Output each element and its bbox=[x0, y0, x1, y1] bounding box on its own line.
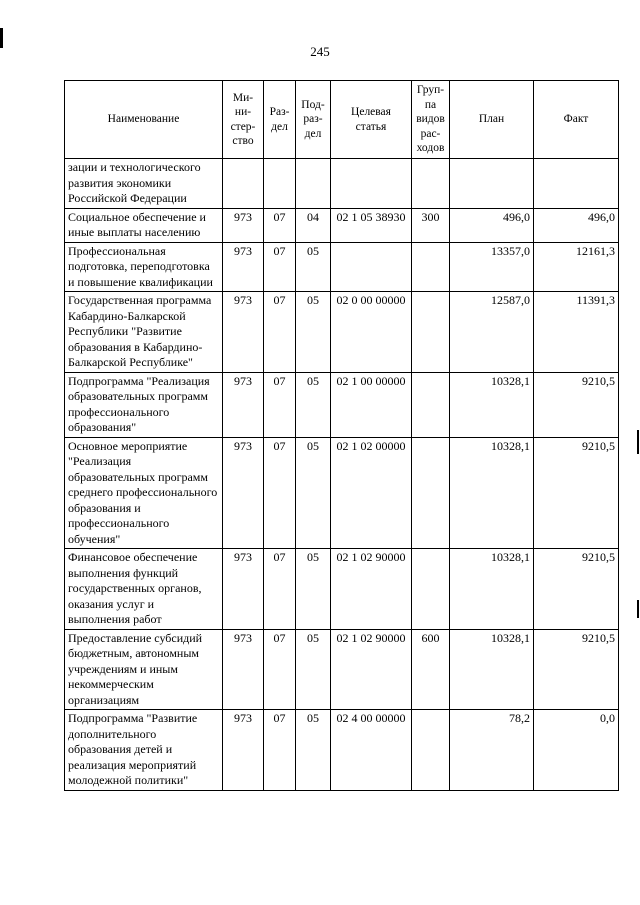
cell-ministry: 973 bbox=[223, 549, 264, 630]
header-plan: План bbox=[450, 81, 534, 159]
budget-table bbox=[64, 80, 619, 791]
cell-fact: 0,0 bbox=[534, 710, 619, 791]
cell-name: Основное мероприятие "Реализация образовательных программ среднего профессионального образования и профессионального обучения" bbox=[65, 437, 223, 549]
cell-fact bbox=[534, 159, 619, 209]
cell-section: 07 bbox=[264, 208, 296, 242]
cell-name: зации и технологического развития экономики Российской Федерации bbox=[65, 159, 223, 209]
cell-subsection: 05 bbox=[296, 372, 331, 437]
table-row bbox=[65, 549, 619, 630]
cell-expense-group bbox=[412, 437, 450, 549]
cell-target: 02 0 00 00000 bbox=[331, 292, 412, 373]
cell-target bbox=[331, 159, 412, 209]
cell-section: 07 bbox=[264, 292, 296, 373]
table-row bbox=[65, 292, 619, 373]
cell-subsection: 05 bbox=[296, 629, 331, 710]
cell-target: 02 1 02 90000 bbox=[331, 629, 412, 710]
cell-ministry: 973 bbox=[223, 437, 264, 549]
cell-target: 02 1 02 90000 bbox=[331, 549, 412, 630]
cell-ministry: 973 bbox=[223, 372, 264, 437]
cell-expense-group bbox=[412, 159, 450, 209]
cell-expense-group bbox=[412, 710, 450, 791]
table-row bbox=[65, 437, 619, 549]
header-subsection: Под- раз- дел bbox=[296, 81, 331, 159]
page-number: 245 bbox=[310, 44, 330, 59]
cell-expense-group bbox=[412, 292, 450, 373]
table-row bbox=[65, 629, 619, 710]
cell-name: Социальное обеспечение и иные выплаты населению bbox=[65, 208, 223, 242]
cell-section: 07 bbox=[264, 629, 296, 710]
cell-expense-group bbox=[412, 372, 450, 437]
table-row bbox=[65, 242, 619, 292]
cell-plan: 13357,0 bbox=[450, 242, 534, 292]
table-header-row bbox=[65, 81, 619, 159]
header-expense-group: Груп- па видов рас- ходов bbox=[412, 81, 450, 159]
cell-plan: 496,0 bbox=[450, 208, 534, 242]
cell-fact: 9210,5 bbox=[534, 549, 619, 630]
scan-edge-mark-right bbox=[637, 430, 639, 454]
cell-expense-group bbox=[412, 549, 450, 630]
cell-fact: 9210,5 bbox=[534, 629, 619, 710]
cell-section: 07 bbox=[264, 710, 296, 791]
cell-subsection: 05 bbox=[296, 292, 331, 373]
cell-ministry bbox=[223, 159, 264, 209]
cell-section bbox=[264, 159, 296, 209]
cell-name: Подпрограмма "Развитие дополнительного образования детей и реализация мероприятий молодежной политики" bbox=[65, 710, 223, 791]
cell-section: 07 bbox=[264, 242, 296, 292]
cell-fact: 11391,3 bbox=[534, 292, 619, 373]
cell-plan: 12587,0 bbox=[450, 292, 534, 373]
scan-edge-mark-right-lower bbox=[637, 600, 639, 618]
table-row bbox=[65, 372, 619, 437]
table-row bbox=[65, 159, 619, 209]
header-target: Целевая статья bbox=[331, 81, 412, 159]
cell-plan: 10328,1 bbox=[450, 437, 534, 549]
cell-ministry: 973 bbox=[223, 629, 264, 710]
cell-expense-group: 300 bbox=[412, 208, 450, 242]
cell-plan: 10328,1 bbox=[450, 372, 534, 437]
cell-subsection: 05 bbox=[296, 710, 331, 791]
cell-subsection bbox=[296, 159, 331, 209]
header-ministry: Ми- ни- стер- ство bbox=[223, 81, 264, 159]
cell-ministry: 973 bbox=[223, 242, 264, 292]
cell-target: 02 4 00 00000 bbox=[331, 710, 412, 791]
cell-name: Предоставление субсидий бюджетным, автономным учреждениям и иным некоммерческим организациям bbox=[65, 629, 223, 710]
cell-fact: 9210,5 bbox=[534, 372, 619, 437]
cell-subsection: 04 bbox=[296, 208, 331, 242]
cell-name: Профессиональная подготовка, переподготовка и повышение квалификации bbox=[65, 242, 223, 292]
cell-name: Государственная программа Кабардино-Балкарской Республики "Развитие образования в Кабардино-Балкарской Республике" bbox=[65, 292, 223, 373]
cell-plan: 78,2 bbox=[450, 710, 534, 791]
cell-name: Финансовое обеспечение выполнения функций государственных органов, оказания услуг и выполнения работ bbox=[65, 549, 223, 630]
cell-fact: 12161,3 bbox=[534, 242, 619, 292]
cell-section: 07 bbox=[264, 437, 296, 549]
cell-plan: 10328,1 bbox=[450, 549, 534, 630]
cell-target: 02 1 05 38930 bbox=[331, 208, 412, 242]
cell-ministry: 973 bbox=[223, 208, 264, 242]
cell-section: 07 bbox=[264, 372, 296, 437]
cell-plan bbox=[450, 159, 534, 209]
cell-plan: 10328,1 bbox=[450, 629, 534, 710]
cell-fact: 496,0 bbox=[534, 208, 619, 242]
cell-ministry: 973 bbox=[223, 710, 264, 791]
cell-target bbox=[331, 242, 412, 292]
cell-ministry: 973 bbox=[223, 292, 264, 373]
table-row bbox=[65, 208, 619, 242]
cell-expense-group bbox=[412, 242, 450, 292]
cell-name: Подпрограмма "Реализация образовательных программ профессионального образования" bbox=[65, 372, 223, 437]
header-name: Наименование bbox=[65, 81, 223, 159]
table-row bbox=[65, 710, 619, 791]
table-body bbox=[65, 159, 619, 791]
cell-subsection: 05 bbox=[296, 437, 331, 549]
header-fact: Факт bbox=[534, 81, 619, 159]
cell-section: 07 bbox=[264, 549, 296, 630]
cell-subsection: 05 bbox=[296, 549, 331, 630]
cell-target: 02 1 00 00000 bbox=[331, 372, 412, 437]
cell-target: 02 1 02 00000 bbox=[331, 437, 412, 549]
cell-subsection: 05 bbox=[296, 242, 331, 292]
header-section: Раз- дел bbox=[264, 81, 296, 159]
cell-fact: 9210,5 bbox=[534, 437, 619, 549]
cell-expense-group: 600 bbox=[412, 629, 450, 710]
